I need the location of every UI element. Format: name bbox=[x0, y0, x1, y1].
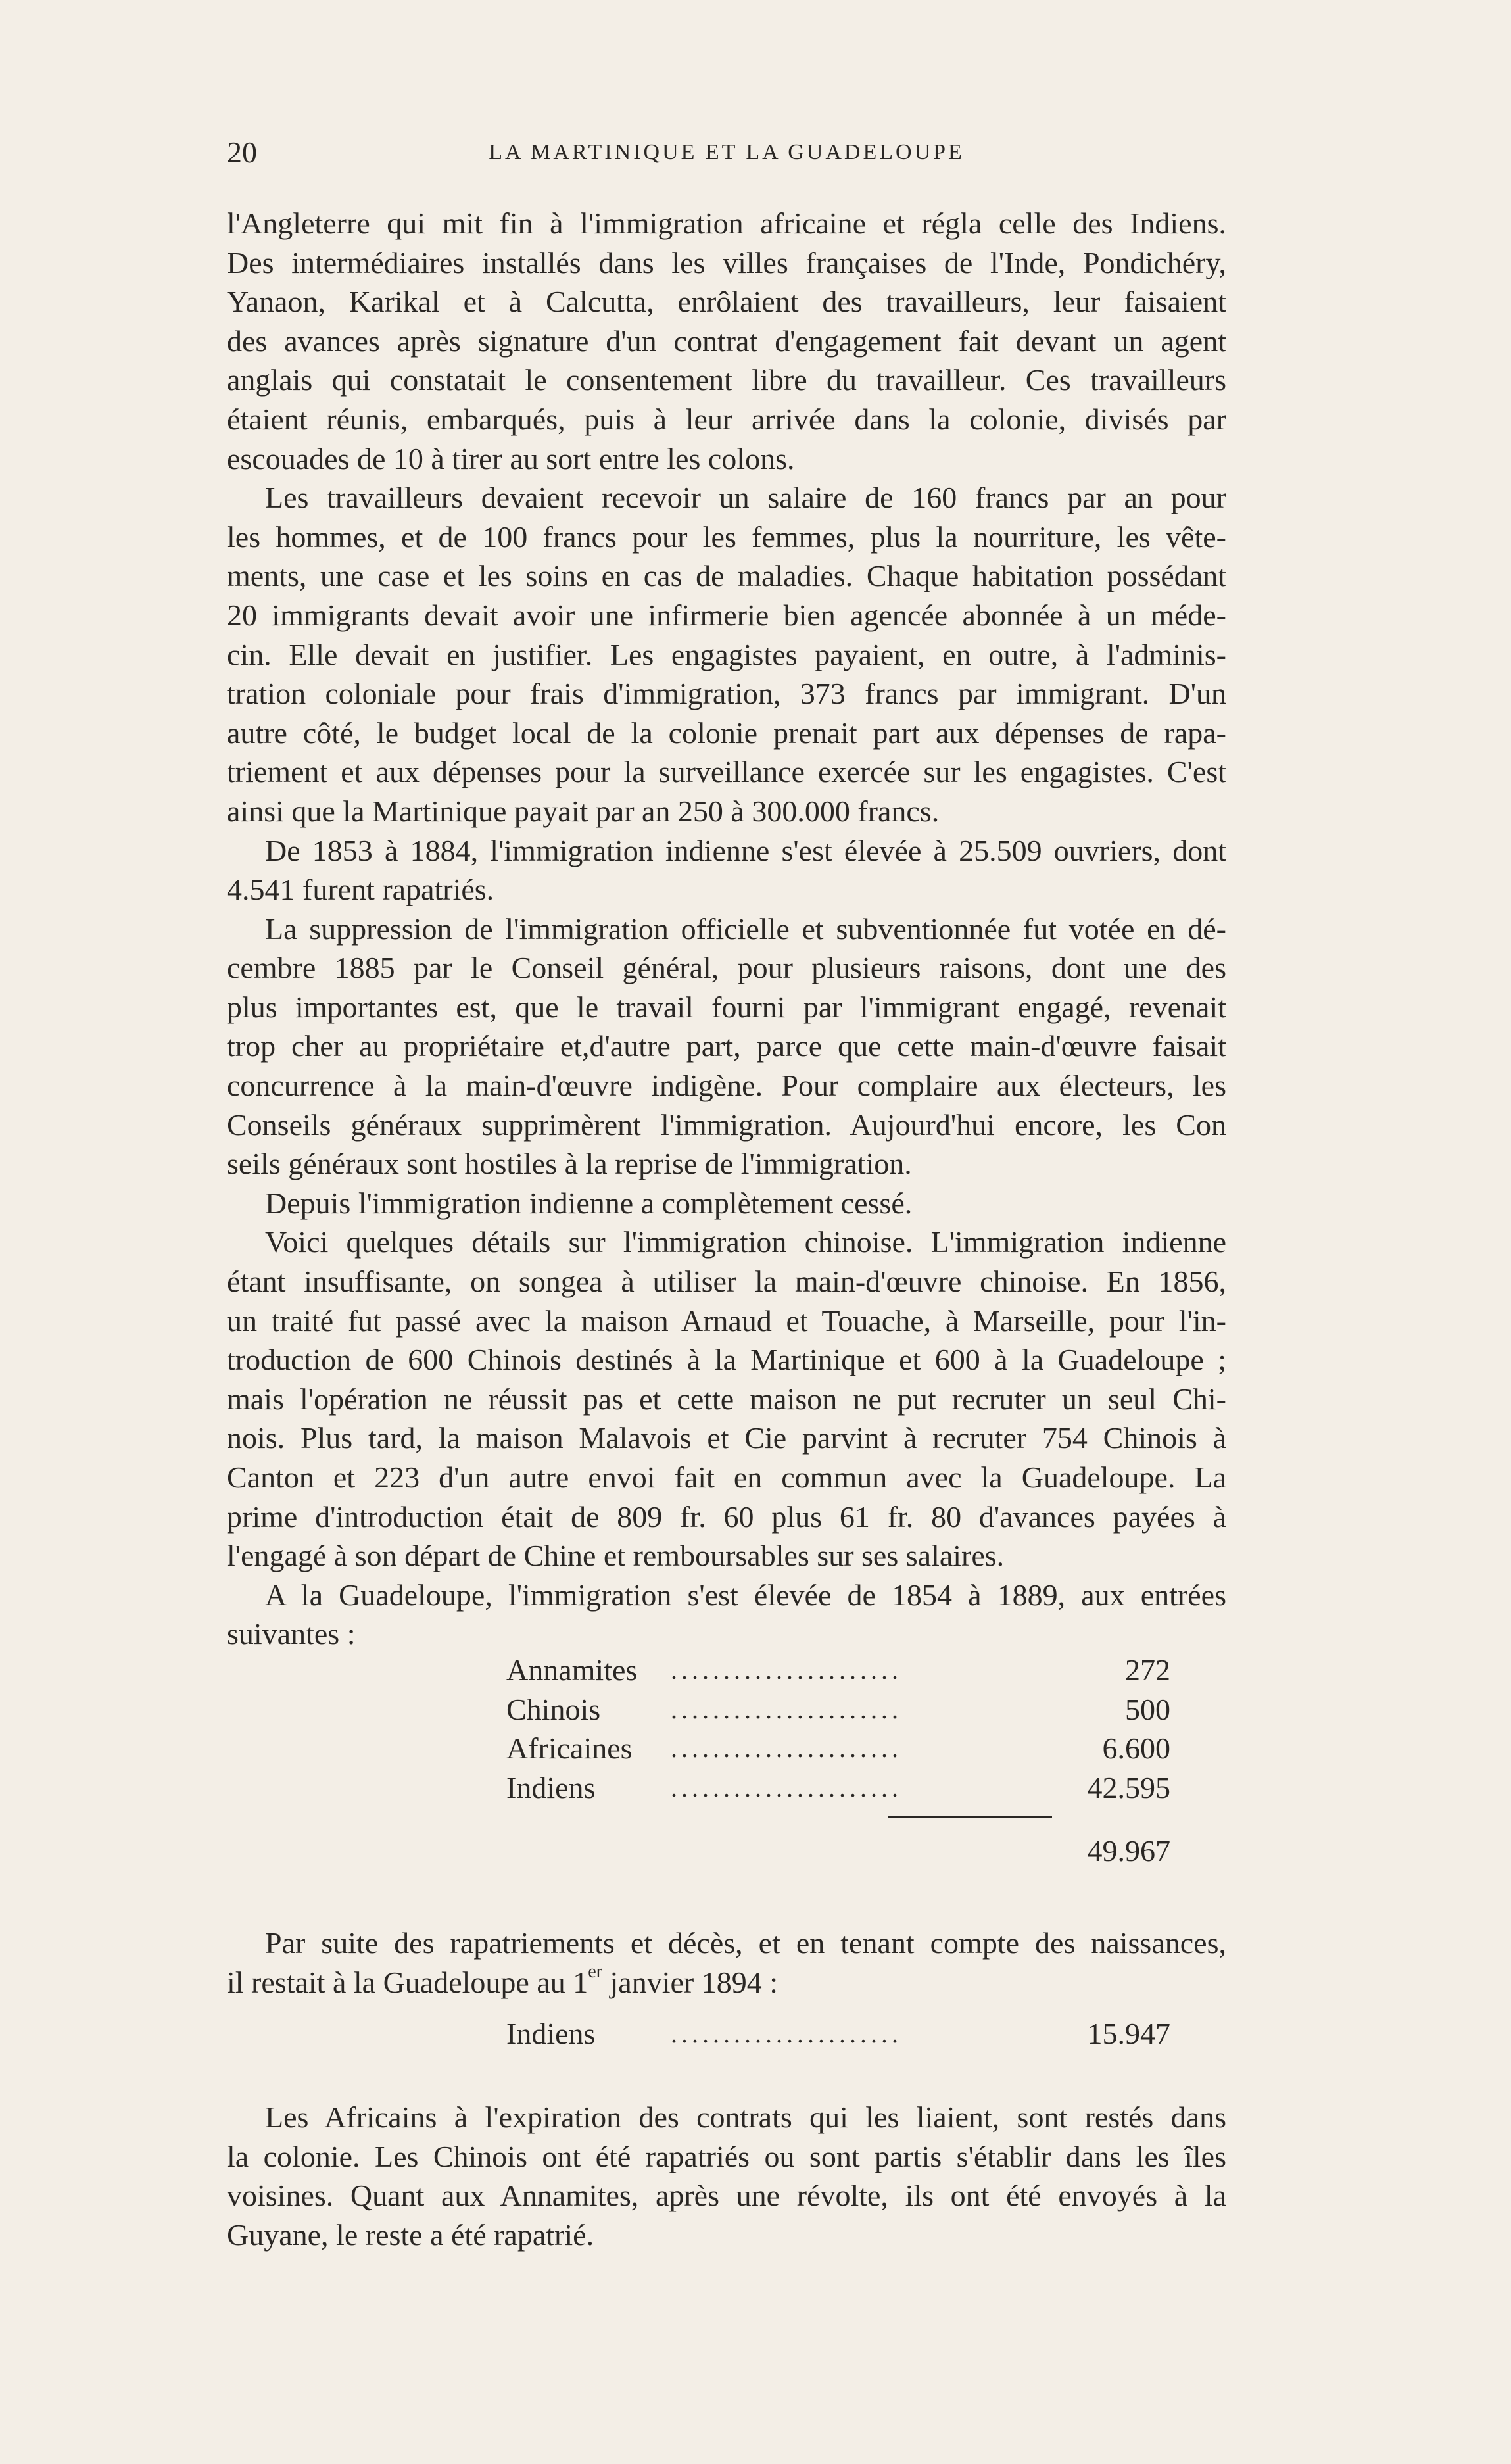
text-line: suivantes : bbox=[227, 1617, 356, 1651]
text-line: nois. Plus tard, la maison Malavois et Cie parvint à recruter 754 Chinois à bbox=[227, 1421, 1226, 1455]
text-line: Par suite des rapatriements et décès, et en tenant compte des naissances, bbox=[265, 1926, 1226, 1960]
text-line: autre côté, le budget local de la colonie prenait part aux dépenses de rapa- bbox=[227, 715, 1226, 750]
text-line: concurrence à la main-d'œuvre indigène. Pour complaire aux électeurs, les bbox=[227, 1069, 1226, 1103]
text-line: seils généraux sont hostiles à la reprise de l'immigration. bbox=[227, 1147, 912, 1181]
text-line: la colonie. Les Chinois ont été rapatriés ou sont partis s'établir dans les îles bbox=[227, 2139, 1226, 2173]
running-title: LA MARTINIQUE ET LA GUADELOUPE bbox=[489, 140, 965, 164]
final-paragraph bbox=[227, 2098, 1226, 2254]
row-label: Annamites bbox=[506, 1653, 638, 1687]
row-value: 500 bbox=[1125, 1692, 1170, 1726]
text-line: les hommes, et de 100 francs pour les femmes, plus la nourriture, les vête- bbox=[227, 519, 1226, 554]
table-row bbox=[506, 1690, 1170, 1729]
body-text bbox=[227, 204, 1226, 1654]
text-line: l'engagé à son départ de Chine et remboursables sur ses salaires. bbox=[227, 1539, 1005, 1573]
text-line: Les travailleurs devaient recevoir un salaire de 160 francs par an pour bbox=[265, 481, 1226, 515]
text-line: un traité fut passé avec la maison Arnaud et Touache, à Marseille, pour l'in- bbox=[227, 1303, 1226, 1338]
text-line: Guyane, le reste a été rapatrié. bbox=[227, 2217, 594, 2252]
text-line: De 1853 à 1884, l'immigration indienne s'est élevée à 25.509 ouvriers, dont bbox=[265, 833, 1226, 867]
text-line: A la Guadeloupe, l'immigration s'est élevée de 1854 à 1889, aux entrées bbox=[265, 1578, 1226, 1612]
dot-leader: ...................... bbox=[671, 1694, 902, 1724]
text-fragment: il restait à la Guadeloupe au 1 bbox=[227, 1965, 588, 1999]
sum-rule bbox=[888, 1816, 1052, 1818]
page-number: 20 bbox=[227, 135, 257, 169]
remaining-table bbox=[506, 2014, 1170, 2054]
dot-leader: ...................... bbox=[671, 1733, 902, 1764]
text-line: triement et aux dépenses pour la surveillance exercée sur les engagistes. C'est bbox=[227, 755, 1226, 789]
paragraph-after-table bbox=[227, 1923, 1226, 2002]
row-label: Chinois bbox=[506, 1692, 601, 1726]
text-line bbox=[227, 1963, 1226, 2002]
text-line: 4.541 furent rapatriés. bbox=[227, 873, 494, 907]
immigration-table bbox=[506, 1651, 1170, 1871]
table-row bbox=[506, 1651, 1170, 1690]
superscript: er bbox=[588, 1961, 603, 1982]
text-line: escouades de 10 à tirer au sort entre les colons. bbox=[227, 441, 795, 475]
text-line: Des intermédiaires installés dans les villes françaises de l'Inde, Pondichéry, bbox=[227, 245, 1226, 279]
text-fragment: janvier 1894 : bbox=[602, 1965, 779, 1999]
text-line: prime d'introduction était de 809 fr. 60 plus 61 fr. 80 d'avances payées à bbox=[227, 1499, 1226, 1534]
text-line: plus importantes est, que le travail fourni par l'immigrant engagé, revenait bbox=[227, 990, 1226, 1024]
row-value: 42.595 bbox=[1087, 1770, 1170, 1804]
text-line: voisines. Quant aux Annamites, après une révolte, ils ont été envoyés à la bbox=[227, 2179, 1226, 2213]
text-line: Les Africains à l'expiration des contrats qui les liaient, sont restés dans bbox=[265, 2100, 1226, 2134]
text-line: Yanaon, Karikal et à Calcutta, enrôlaient des travailleurs, leur faisaient bbox=[227, 285, 1226, 319]
dot-leader: ...................... bbox=[671, 2019, 902, 2048]
table-row bbox=[506, 1729, 1170, 1768]
row-value: 6.600 bbox=[1102, 1731, 1170, 1766]
text-line: Depuis l'immigration indienne a complètement cessé. bbox=[265, 1186, 913, 1220]
text-line: trop cher au propriétaire et,d'autre part, parce que cette main-d'œuvre faisait bbox=[227, 1029, 1226, 1063]
text-line: des avances après signature d'un contrat d'engagement fait devant un agent bbox=[227, 324, 1226, 358]
text-line: 20 immigrants devait avoir une infirmerie bien agencée abonnée à un méde- bbox=[227, 598, 1226, 632]
text-line: étaient réunis, embarqués, puis à leur arrivée dans la colonie, divisés par bbox=[227, 402, 1226, 436]
text-line: l'Angleterre qui mit fin à l'immigration africaine et régla celle des Indiens. bbox=[227, 206, 1226, 240]
text-line: Canton et 223 d'un autre envoi fait en commun avec la Guadeloupe. La bbox=[227, 1461, 1226, 1494]
row-label: Indiens bbox=[506, 2017, 596, 2050]
text-line: anglais qui constatait le consentement libre du travailleur. Ces travailleurs bbox=[227, 363, 1226, 397]
text-line: Conseils généraux supprimèrent l'immigration. Aujourd'hui encore, les Con bbox=[227, 1107, 1226, 1142]
table-row bbox=[506, 1768, 1170, 1808]
page-header bbox=[227, 135, 1226, 174]
total-value: 49.967 bbox=[1087, 1834, 1170, 1868]
text-line: tration coloniale pour frais d'immigration, 373 francs par immigrant. D'un bbox=[227, 677, 1226, 711]
text-line: ainsi que la Martinique payait par an 250 à 300.000 francs. bbox=[227, 794, 940, 828]
total-row bbox=[506, 1831, 1170, 1871]
row-value: 272 bbox=[1125, 1653, 1170, 1687]
row-label: Indiens bbox=[506, 1770, 596, 1804]
text-line: étant insuffisante, on songea à utiliser la main-d'œuvre chinoise. En 1856, bbox=[227, 1265, 1226, 1299]
text-line: cin. Elle devait en justifier. Les engagistes payaient, en outre, à l'adminis- bbox=[227, 637, 1226, 671]
dot-leader: ...................... bbox=[671, 1655, 902, 1685]
table-row bbox=[506, 2014, 1170, 2054]
text-line: cembre 1885 par le Conseil général, pour plusieurs raisons, dont une des bbox=[227, 951, 1226, 985]
row-label: Africaines bbox=[506, 1731, 633, 1766]
text-line: Voici quelques détails sur l'immigration chinoise. L'immigration indienne bbox=[265, 1225, 1226, 1259]
text-line: ments, une case et les soins en cas de maladies. Chaque habitation possédant bbox=[227, 559, 1226, 593]
dot-leader: ...................... bbox=[671, 1772, 902, 1802]
text-line: mais l'opération ne réussit pas et cette maison ne put recruter un seul Chi- bbox=[227, 1382, 1226, 1416]
row-value: 15.947 bbox=[1087, 2017, 1170, 2050]
text-line: troduction de 600 Chinois destinés à la Martinique et 600 à la Guadeloupe ; bbox=[227, 1343, 1226, 1377]
text-line: La suppression de l'immigration officielle et subventionnée fut votée en dé- bbox=[265, 911, 1226, 946]
